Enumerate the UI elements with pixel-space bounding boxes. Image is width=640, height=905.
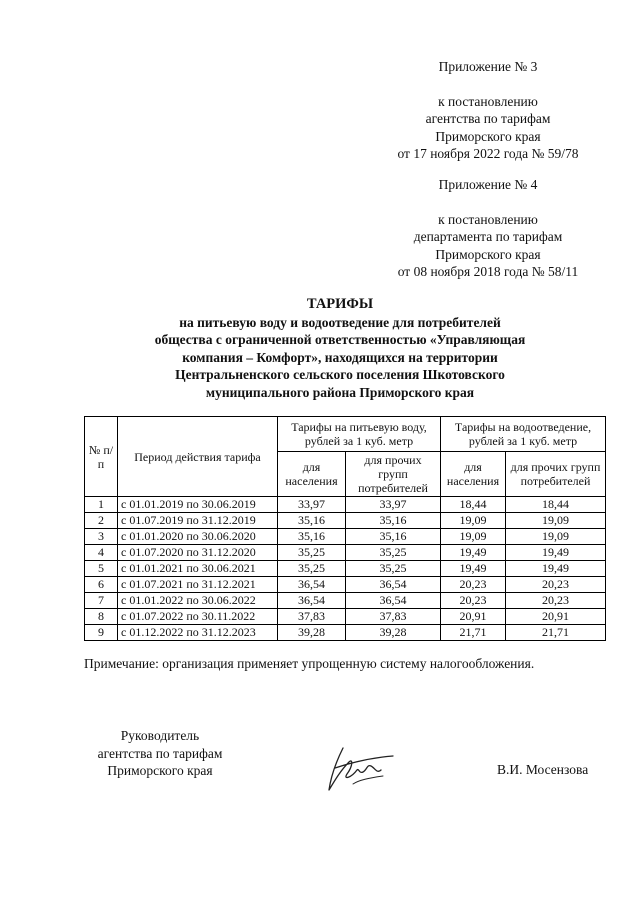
title-line: компания – Комфорт», находящихся на территории bbox=[182, 349, 498, 365]
cell-number: 1 bbox=[85, 497, 118, 513]
position-line: Руководитель bbox=[120, 728, 200, 743]
cell-water-population: 33,97 bbox=[278, 497, 346, 513]
annex-block-1 bbox=[372, 58, 604, 163]
cell-water-other: 35,25 bbox=[346, 545, 441, 561]
annex-title: Приложение № 3 bbox=[438, 59, 538, 74]
cell-period: с 01.07.2020 по 31.12.2020 bbox=[118, 545, 278, 561]
cell-sewer-population: 19,09 bbox=[441, 529, 506, 545]
cell-water-other: 35,25 bbox=[346, 561, 441, 577]
cell-sewer-population: 18,44 bbox=[441, 497, 506, 513]
cell-sewer-population: 19,09 bbox=[441, 513, 506, 529]
table-row bbox=[85, 609, 606, 625]
cell-water-other: 36,54 bbox=[346, 593, 441, 609]
annex-title: Приложение № 4 bbox=[438, 177, 538, 192]
table-row bbox=[85, 577, 606, 593]
annex-line: агентства по тарифам bbox=[425, 111, 551, 126]
cell-period: с 01.07.2019 по 31.12.2019 bbox=[118, 513, 278, 529]
cell-water-other: 39,28 bbox=[346, 625, 441, 641]
cell-sewer-other: 19,09 bbox=[506, 529, 606, 545]
cell-period: с 01.01.2022 по 30.06.2022 bbox=[118, 593, 278, 609]
cell-sewer-other: 19,09 bbox=[506, 513, 606, 529]
cell-period: с 01.07.2021 по 31.12.2021 bbox=[118, 577, 278, 593]
cell-water-population: 35,16 bbox=[278, 513, 346, 529]
cell-number: 4 bbox=[85, 545, 118, 561]
annex-line: Приморского края bbox=[435, 246, 541, 262]
cell-sewer-other: 18,44 bbox=[506, 497, 606, 513]
cell-sewer-population: 20,91 bbox=[441, 609, 506, 625]
cell-sewer-other: 19,49 bbox=[506, 561, 606, 577]
annex-line: Приморского края bbox=[435, 128, 541, 144]
title-line: Центральненского сельского поселения Шкотовского bbox=[175, 367, 505, 382]
cell-sewer-other: 21,71 bbox=[506, 625, 606, 641]
position-line: Приморского края bbox=[107, 763, 213, 778]
annex-line: к постановлению bbox=[438, 93, 538, 109]
cell-number: 9 bbox=[85, 625, 118, 641]
cell-sewer-population: 21,71 bbox=[441, 625, 506, 641]
cell-period: с 01.01.2020 по 30.06.2020 bbox=[118, 529, 278, 545]
annex-block-2 bbox=[372, 176, 604, 281]
cell-water-other: 33,97 bbox=[346, 497, 441, 513]
tariffs-table bbox=[84, 416, 606, 641]
annex-line: от 08 ноября 2018 года № 58/11 bbox=[397, 264, 579, 279]
col-header-number: № п/п bbox=[85, 417, 118, 497]
table-row bbox=[85, 497, 606, 513]
cell-number: 3 bbox=[85, 529, 118, 545]
cell-sewer-other: 19,49 bbox=[506, 545, 606, 561]
document-title bbox=[70, 296, 610, 401]
cell-water-population: 39,28 bbox=[278, 625, 346, 641]
col-header-period: Период действия тарифа bbox=[118, 417, 278, 497]
sub-header-population: для населения bbox=[441, 452, 506, 497]
table-row bbox=[85, 545, 606, 561]
group-header-sewer: Тарифы на водоотведение, рублей за 1 куб. метр bbox=[441, 417, 606, 452]
cell-water-population: 35,25 bbox=[278, 561, 346, 577]
cell-period: с 01.01.2021 по 30.06.2021 bbox=[118, 561, 278, 577]
cell-water-other: 37,83 bbox=[346, 609, 441, 625]
title-main: ТАРИФЫ bbox=[306, 296, 374, 312]
cell-sewer-other: 20,91 bbox=[506, 609, 606, 625]
table-row bbox=[85, 529, 606, 545]
sub-header-other: для прочих групп потребителей bbox=[506, 452, 606, 497]
cell-water-population: 35,16 bbox=[278, 529, 346, 545]
cell-water-other: 35,16 bbox=[346, 529, 441, 545]
cell-number: 6 bbox=[85, 577, 118, 593]
sub-header-other: для прочих групп потребителей bbox=[346, 452, 441, 497]
cell-sewer-population: 19,49 bbox=[441, 545, 506, 561]
cell-period: с 01.07.2022 по 30.11.2022 bbox=[118, 609, 278, 625]
cell-sewer-other: 20,23 bbox=[506, 577, 606, 593]
title-line: на питьевую воду и водоотведение для потребителей bbox=[179, 314, 501, 330]
table-row bbox=[85, 513, 606, 529]
cell-water-population: 36,54 bbox=[278, 593, 346, 609]
annex-line: от 17 ноября 2022 года № 59/78 bbox=[397, 146, 579, 161]
cell-sewer-population: 19,49 bbox=[441, 561, 506, 577]
cell-number: 5 bbox=[85, 561, 118, 577]
sub-header-population: для населения bbox=[278, 452, 346, 497]
cell-period: с 01.12.2022 по 31.12.2023 bbox=[118, 625, 278, 641]
handwritten-signature-icon bbox=[323, 740, 397, 800]
title-line: общества с ограниченной ответственностью «Управляющая bbox=[154, 332, 526, 347]
cell-water-population: 36,54 bbox=[278, 577, 346, 593]
cell-sewer-population: 20,23 bbox=[441, 577, 506, 593]
annex-line: к постановлению bbox=[438, 211, 538, 227]
title-line: муниципального района Приморского края bbox=[205, 384, 475, 400]
cell-water-other: 35,16 bbox=[346, 513, 441, 529]
cell-number: 2 bbox=[85, 513, 118, 529]
cell-water-population: 37,83 bbox=[278, 609, 346, 625]
cell-water-population: 35,25 bbox=[278, 545, 346, 561]
signatory-name: В.И. Мосензова bbox=[497, 762, 589, 777]
tax-note: Примечание: организация применяет упрощенную систему налогообложения. bbox=[84, 656, 535, 671]
cell-number: 7 bbox=[85, 593, 118, 609]
cell-sewer-other: 20,23 bbox=[506, 593, 606, 609]
signatory-position bbox=[62, 727, 258, 780]
table-row bbox=[85, 625, 606, 641]
cell-sewer-population: 20,23 bbox=[441, 593, 506, 609]
table-row bbox=[85, 561, 606, 577]
position-line: агентства по тарифам bbox=[97, 745, 223, 761]
cell-period: с 01.01.2019 по 30.06.2019 bbox=[118, 497, 278, 513]
cell-number: 8 bbox=[85, 609, 118, 625]
annex-line: департамента по тарифам bbox=[413, 229, 563, 244]
group-header-water: Тарифы на питьевую воду, рублей за 1 куб. метр bbox=[278, 417, 441, 452]
table-row bbox=[85, 593, 606, 609]
cell-water-other: 36,54 bbox=[346, 577, 441, 593]
